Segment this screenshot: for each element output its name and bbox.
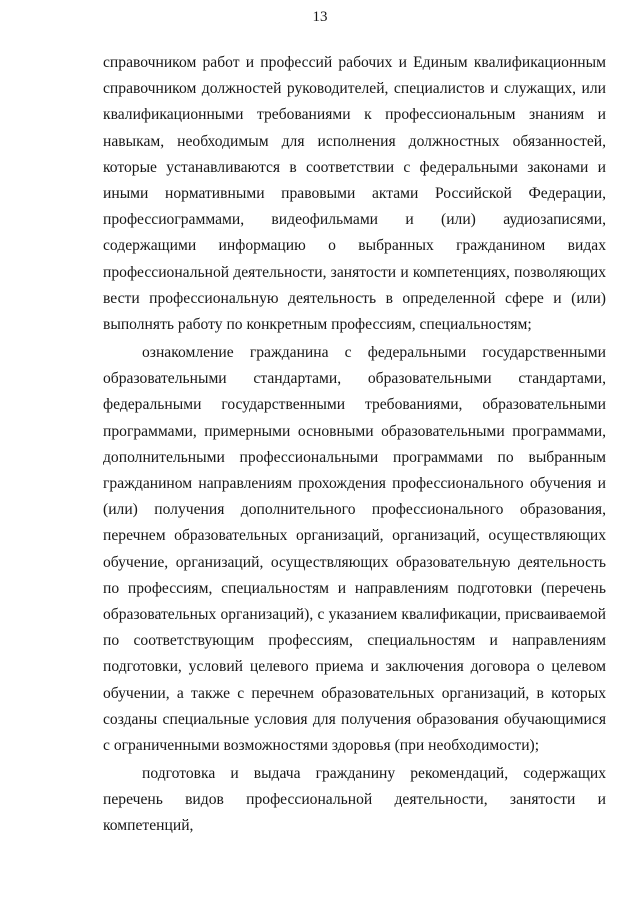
page-number: 13	[312, 9, 328, 25]
document-body	[103, 50, 606, 840]
paragraph-familiarization: ознакомление гражданина с федеральными государственными образовательными стандартами, образовательными стандартами, федеральными государственными требованиями, образовательными программами, примерными основными образовательными программами, дополнительными профессиональными программами по выбранным гражданином направлениям прохождения профессионального обучения и (или) получения дополнительного профессионального образования, перечнем образовательных организаций, организаций, осуществляющих обучение, организаций, осуществляющих образовательную деятельность по профессиям, специальностям и направлениям подготовки (перечень образовательных организаций), с указанием квалификации, присваиваемой по соответствующим профессиям, специальностям и направлениям подготовки, условий целевого приема и заключения договора о целевом обучении, а также с перечнем образовательных организаций, в которых созданы специальные условия для получения образования обучающимися с ограниченными возможностями здоровья (при необходимости);	[103, 344, 606, 755]
paragraph-recommendations: подготовка и выдача гражданину рекомендаций, содержащих перечень видов профессиональной деятельности, занятости и компетенций,	[103, 765, 606, 835]
paragraph-continued: справочником работ и профессий рабочих и Единым квалификационным справочником должностей руководителей, специалистов и служащих, или квалификационными требованиями к профессиональным знаниям и навыкам, необходимым для исполнения должностных обязанностей, которые устанавливаются в соответствии с федеральными законами и иными нормативными правовыми актами Российской Федерации, профессиограммами, видеофильмами и (или) аудиозаписями, содержащими информацию о выбранных гражданином видах профессиональной деятельности, занятости и компетенциях, позволяющих вести профессиональную деятельность в определенной сфере и (или) выполнять работу по конкретным профессиям, специальностям;	[103, 54, 606, 334]
